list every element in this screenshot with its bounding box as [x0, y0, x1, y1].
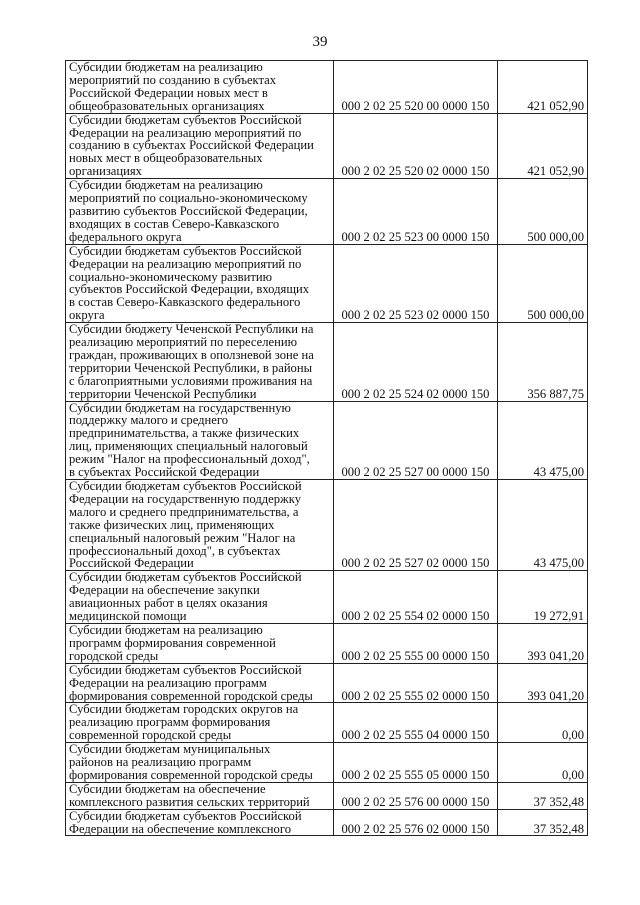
table-row: [66, 480, 588, 571]
subsidy-name-line: новых мест в общеобразовательных: [69, 151, 263, 166]
subsidy-name-line: Субсидии бюджетам субъектов Российской: [69, 662, 302, 677]
subsidy-name-line: Субсидии бюджетам субъектов Российской: [69, 570, 302, 585]
table-row: [66, 809, 588, 836]
subsidy-name-line: реализацию мероприятий по переселению: [69, 335, 298, 350]
subsidy-name-line: Российской Федерации новых мест в: [69, 85, 268, 100]
subsidy-name-line: формирования современной городской среды: [69, 688, 313, 703]
subsidy-name-line: мероприятий по социально-экономическому: [69, 191, 308, 206]
amount-cell: 421 052,90: [498, 113, 588, 179]
budget-code-cell: 000 2 02 25 527 00 0000 150: [334, 401, 498, 479]
subsidy-name-line: граждан, проживающих в оползневой зоне на: [69, 347, 314, 362]
table-row: [66, 244, 588, 322]
amount-cell: 0,00: [498, 743, 588, 783]
subsidy-name-line: реализацию программ формирования: [69, 715, 271, 730]
subsidy-name-line: Субсидии бюджетам на реализацию: [69, 178, 263, 193]
subsidy-name-line: Субсидии бюджетам на обеспечение: [69, 781, 266, 796]
amount-cell: 356 887,75: [498, 323, 588, 401]
table-row: [66, 703, 588, 743]
amount-cell: 0,00: [498, 703, 588, 743]
subsidy-name-line: современной городской среды: [69, 728, 232, 743]
subsidy-name-line: Субсидии бюджетам на государственную: [69, 400, 291, 415]
subsidy-name-line: территории Чеченской Республики: [69, 386, 257, 401]
subsidy-name-line: Федерации на государственную поддержку: [69, 491, 301, 506]
subsidy-name-cell: [66, 480, 334, 571]
subsidy-name-cell: [66, 401, 334, 479]
subsidy-name-line: также физических лиц, применяющих: [69, 517, 275, 532]
amount-cell: 393 041,20: [498, 623, 588, 663]
table-row: [66, 113, 588, 179]
subsidy-name-line: социально-экономическому развитию: [69, 269, 272, 284]
table-row: [66, 663, 588, 703]
subsidy-name-line: Субсидии бюджетам субъектов Российской: [69, 112, 302, 127]
subsidy-name-cell: [66, 244, 334, 322]
amount-cell: 19 272,91: [498, 571, 588, 624]
subsidy-name-cell: [66, 809, 334, 836]
budget-code-cell: 000 2 02 25 524 02 0000 150: [334, 323, 498, 401]
budget-code-cell: 000 2 02 25 523 00 0000 150: [334, 179, 498, 245]
subsidy-name-line: медицинской помощи: [69, 609, 187, 624]
subsidy-name-line: в состав Северо-Кавказского федерального: [69, 295, 301, 310]
subsidy-name-line: Федерации на обеспечение комплексного: [69, 821, 291, 836]
subsidy-name-cell: [66, 663, 334, 703]
subsidy-name-line: с благоприятными условиями проживания на: [69, 373, 313, 388]
subsidy-name-line: организациях: [69, 164, 142, 179]
subsidy-name-line: Федерации на реализацию программ: [69, 675, 267, 690]
table-row: [66, 743, 588, 783]
amount-cell: 500 000,00: [498, 179, 588, 245]
subsidy-name-line: Субсидии бюджетам на реализацию: [69, 60, 263, 74]
subsidy-name-line: Российской Федерации: [69, 556, 194, 571]
subsidy-name-line: созданию в субъектах Российской Федерации: [69, 138, 314, 153]
subsidy-name-cell: [66, 113, 334, 179]
subsidy-name-line: профессиональный доход", в субъектах: [69, 543, 281, 558]
subsidy-name-cell: [66, 782, 334, 809]
budget-code-cell: 000 2 02 25 520 02 0000 150: [334, 113, 498, 179]
subsidy-name-line: субъектов Российской Федерации, входящих: [69, 282, 310, 297]
subsidy-name-line: Субсидии бюджетам на реализацию: [69, 622, 263, 637]
subsidy-name-line: Субсидии бюджетам муниципальных: [69, 742, 271, 757]
subsidy-name-cell: [66, 179, 334, 245]
subsidy-name-line: федерального округа: [69, 229, 182, 244]
budget-code-cell: 000 2 02 25 576 00 0000 150: [334, 782, 498, 809]
table-row: [66, 61, 588, 114]
subsidy-name-line: предпринимательства, а также физических: [69, 426, 300, 441]
subsidy-name-line: малого и среднего предпринимательства, а: [69, 504, 299, 519]
amount-cell: 421 052,90: [498, 61, 588, 114]
subsidy-name-cell: [66, 703, 334, 743]
budget-code-cell: 000 2 02 25 523 02 0000 150: [334, 244, 498, 322]
subsidy-name-cell: [66, 623, 334, 663]
subsidy-name-cell: [66, 571, 334, 624]
budget-code-cell: 000 2 02 25 555 00 0000 150: [334, 623, 498, 663]
amount-cell: 500 000,00: [498, 244, 588, 322]
subsidy-name-line: программ формирования современной: [69, 635, 276, 650]
budget-code-cell: 000 2 02 25 555 04 0000 150: [334, 703, 498, 743]
subsidy-name-line: Субсидии бюджетам субъектов Российской: [69, 243, 302, 258]
amount-cell: 37 352,48: [498, 782, 588, 809]
budget-table-body: [66, 61, 588, 836]
subsidy-name-line: округа: [69, 308, 105, 323]
subsidy-name-line: входящих в состав Северо-Кавказского: [69, 216, 280, 231]
subsidy-name-cell: [66, 743, 334, 783]
subsidy-name-line: Субсидии бюджетам субъектов Российской: [69, 479, 302, 493]
subsidy-name-line: Субсидии бюджету Чеченской Республики на: [69, 322, 314, 337]
subsidy-name-line: территории Чеченской Республики, в районы: [69, 360, 313, 375]
table-row: [66, 323, 588, 401]
subsidy-name-line: Федерации на обеспечение закупки: [69, 583, 260, 598]
subsidy-name-line: комплексного развития сельских территорий: [69, 794, 310, 809]
budget-code-cell: 000 2 02 25 576 02 0000 150: [334, 809, 498, 836]
subsidy-name-line: городской среды: [69, 648, 159, 663]
subsidy-name-cell: [66, 61, 334, 114]
table-row: [66, 179, 588, 245]
amount-cell: 393 041,20: [498, 663, 588, 703]
subsidy-name-line: лиц, применяющих специальный налоговый: [69, 439, 308, 454]
subsidy-name-line: общеобразовательных организациях: [69, 98, 265, 113]
table-row: [66, 401, 588, 479]
budget-code-cell: 000 2 02 25 520 00 0000 150: [334, 61, 498, 114]
subsidy-name-line: Субсидии бюджетам городских округов на: [69, 702, 299, 717]
table-row: [66, 782, 588, 809]
budget-code-cell: 000 2 02 25 527 02 0000 150: [334, 480, 498, 571]
budget-table: [65, 60, 588, 836]
subsidy-name-line: Субсидии бюджетам субъектов Российской: [69, 808, 302, 823]
subsidy-name-line: специальный налоговый режим "Налог на: [69, 530, 296, 545]
subsidy-name-line: режим "Налог на профессиональный доход",: [69, 452, 310, 467]
subsidy-name-line: мероприятий по созданию в субъектах: [69, 72, 277, 87]
amount-cell: 37 352,48: [498, 809, 588, 836]
subsidy-name-line: в субъектах Российской Федерации: [69, 465, 260, 480]
page-number: 39: [312, 34, 328, 50]
subsidy-name-line: формирования современной городской среды: [69, 767, 313, 782]
subsidy-name-line: Федерации на реализацию мероприятий по: [69, 125, 302, 140]
budget-code-cell: 000 2 02 25 555 05 0000 150: [334, 743, 498, 783]
amount-cell: 43 475,00: [498, 401, 588, 479]
subsidy-name-line: районов на реализацию программ: [69, 755, 252, 770]
amount-cell: 43 475,00: [498, 480, 588, 571]
subsidy-name-cell: [66, 323, 334, 401]
subsidy-name-line: Федерации на реализацию мероприятий по: [69, 256, 302, 271]
subsidy-name-line: авиационных работ в целях оказания: [69, 596, 268, 611]
table-row: [66, 571, 588, 624]
budget-code-cell: 000 2 02 25 555 02 0000 150: [334, 663, 498, 703]
table-row: [66, 623, 588, 663]
subsidy-name-line: поддержку малого и среднего: [69, 413, 229, 428]
budget-code-cell: 000 2 02 25 554 02 0000 150: [334, 571, 498, 624]
subsidy-name-line: развитию субъектов Российской Федерации,: [69, 203, 308, 218]
